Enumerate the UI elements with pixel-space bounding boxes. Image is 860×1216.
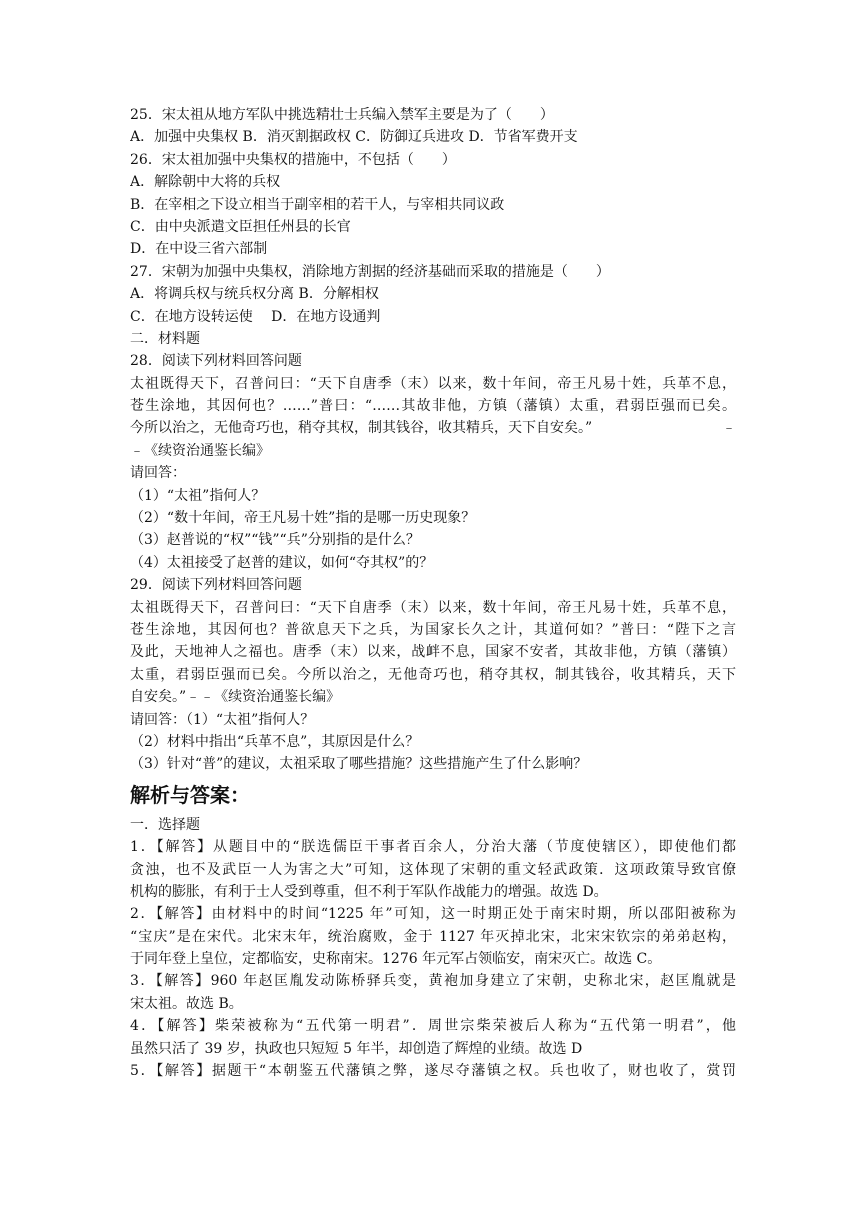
answer-line: 4．【解答】柴荣被称为“五代第一明君”．周世宗柴荣被后人称为“五代第一明君”，他: [130, 1018, 736, 1035]
answer-line: 5．【解答】据题干“本朝鉴五代藩镇之弊，遂尽夺藩镇之权。兵也收了，财也收了，赏罚: [130, 1063, 736, 1080]
question-28-material: [130, 373, 736, 440]
answers-section-1-title: 一．选择题: [130, 816, 200, 833]
question-29-sub-2: （2）材料中指出“兵革不息”，其原因是什么？: [130, 733, 420, 750]
source-dash: ﹣: [722, 420, 736, 437]
material-line: 苍生涂地，其因何也？普欲息天下之兵，为国家长久之计，其道何如？”普曰：“陛下之言: [130, 621, 736, 638]
question-27-stem: 27．宋朝为加强中央集权，消除地方割据的经济基础而采取的措施是（ ）: [130, 263, 610, 280]
answer-1: [130, 836, 736, 903]
question-29-stem: 29．阅读下列材料回答问题: [130, 577, 302, 594]
answers-heading: 解析与答案：: [130, 782, 250, 807]
question-26-stem: 26．宋太祖加强中央集权的措施中，不包括（ ）: [130, 151, 456, 168]
question-26-option-c: C．由中央派遣文臣担任州县的长官: [130, 218, 351, 235]
question-26-option-a: A．解除朝中大将的兵权: [130, 174, 281, 191]
material-line: 自安矣。”﹣﹣《续资治通鉴长编》: [130, 689, 341, 706]
question-28-sub-1: （1）“太祖”指何人？: [130, 487, 266, 504]
section-2-title: 二．材料题: [130, 330, 200, 347]
answer-line: “宝庆”是在宋代。北宋末年，统治腐败，金于 1127 年灭掉北宋，北宋宋钦宗的弟弟赵构，: [130, 928, 736, 945]
question-29-sub-3: （3）针对“普”的建议，太祖采取了哪些措施？这些措施产生了什么影响？: [130, 756, 588, 773]
question-27-options-ab: A．将调兵权与统兵权分离 B．分解相权: [130, 286, 379, 303]
question-28-sub-3: （3）赵普说的“权”“钱”“兵”分别指的是什么？: [130, 532, 420, 549]
material-line: 今所以治之，无他奇巧也，稍夺其权，制其钱谷，收其精兵，天下自安矣。”: [130, 420, 593, 437]
question-25-stem: 25．宋太祖从地方军队中挑选精壮士兵编入禁军主要是为了（ ）: [130, 107, 554, 123]
answer-line: 于同年登上皇位，定都临安，史称南宋。1276 年元军占领临安，南宋灭亡。故选 C。: [130, 951, 662, 968]
answer-line: 3．【解答】960 年赵匡胤发动陈桥驿兵变，黄袍加身建立了宋朝，史称北宋，赵匡胤就是: [130, 973, 736, 990]
question-26-option-b: B．在宰相之下设立相当于副宰相的若干人，与宰相共同议政: [130, 196, 505, 213]
question-29-material: [130, 597, 736, 709]
answer-line: 2．【解答】由材料中的时间“1225 年”可知，这一时期正处于南宋时期，所以邵阳被称为: [130, 906, 736, 923]
answer-4: [130, 1015, 736, 1060]
question-25-options: A．加强中央集权 B．消灭割据政权 C．防御辽兵进攻 D．节省军费开支: [130, 129, 578, 146]
answer-line: 虽然只活了 39 岁，执政也只短短 5 年半，却创造了辉煌的业绩。故选 D: [130, 1040, 583, 1057]
question-28-source: ﹣《续资治通鉴长编》: [130, 442, 270, 459]
question-26-option-d: D．在中设三省六部制: [130, 241, 268, 258]
material-line: 及此，天地神人之福也。唐季（末）以来，战衅不息，国家不安者，其故非他，方镇（藩镇）: [130, 644, 736, 661]
material-line: 太祖既得天下，召普问曰：“天下自唐季（末）以来，数十年间，帝王凡易十姓，兵革不息，: [130, 375, 736, 392]
question-28-stem: 28．阅读下列材料回答问题: [130, 353, 302, 370]
question-28-sub-2: （2）“数十年间，帝王凡易十姓”指的是哪一历史现象？: [130, 510, 476, 527]
document-page: [130, 104, 736, 1082]
question-28-ask: 请回答：: [130, 465, 186, 482]
answer-line: 1．【解答】从题目中的“朕选儒臣干事者百余人，分治大藩（节度使辖区），即使他们都: [130, 839, 736, 856]
question-28-sub-4: （4）太祖接受了赵普的建议，如何“夺其权”的？: [130, 554, 434, 571]
answer-3: [130, 970, 736, 1015]
question-29-ask-sub-1: 请回答：（1）“太祖”指何人？: [130, 711, 315, 728]
answer-line: 贪浊，也不及武臣一人为害之大”可知，这体现了宋朝的重文轻武政策．这项政策导致官僚: [130, 861, 736, 878]
question-27-options-cd: C．在地方设转运使 D．在地方设通判: [130, 308, 381, 325]
answer-2: [130, 903, 736, 970]
material-line: 太祖既得天下，召普问曰：“天下自唐季（末）以来，数十年间，帝王凡易十姓，兵革不息，: [130, 599, 736, 616]
answer-line: 宋太祖。故选 B。: [130, 995, 243, 1012]
material-line: 苍生涂地，其因何也？……”普曰：“……其故非他，方镇（藩镇）太重，君弱臣强而已矣。: [130, 398, 736, 415]
material-line: 太重，君弱臣强而已矣。今所以治之，无他奇巧也，稍夺其权，制其钱谷，收其精兵，天下: [130, 666, 736, 683]
answer-5: [130, 1060, 736, 1082]
material-line-with-dash: [130, 417, 736, 439]
answer-line: 机构的膨胀，有利于士人受到尊重，但不利于军队作战能力的增强。故选 D。: [130, 883, 608, 900]
